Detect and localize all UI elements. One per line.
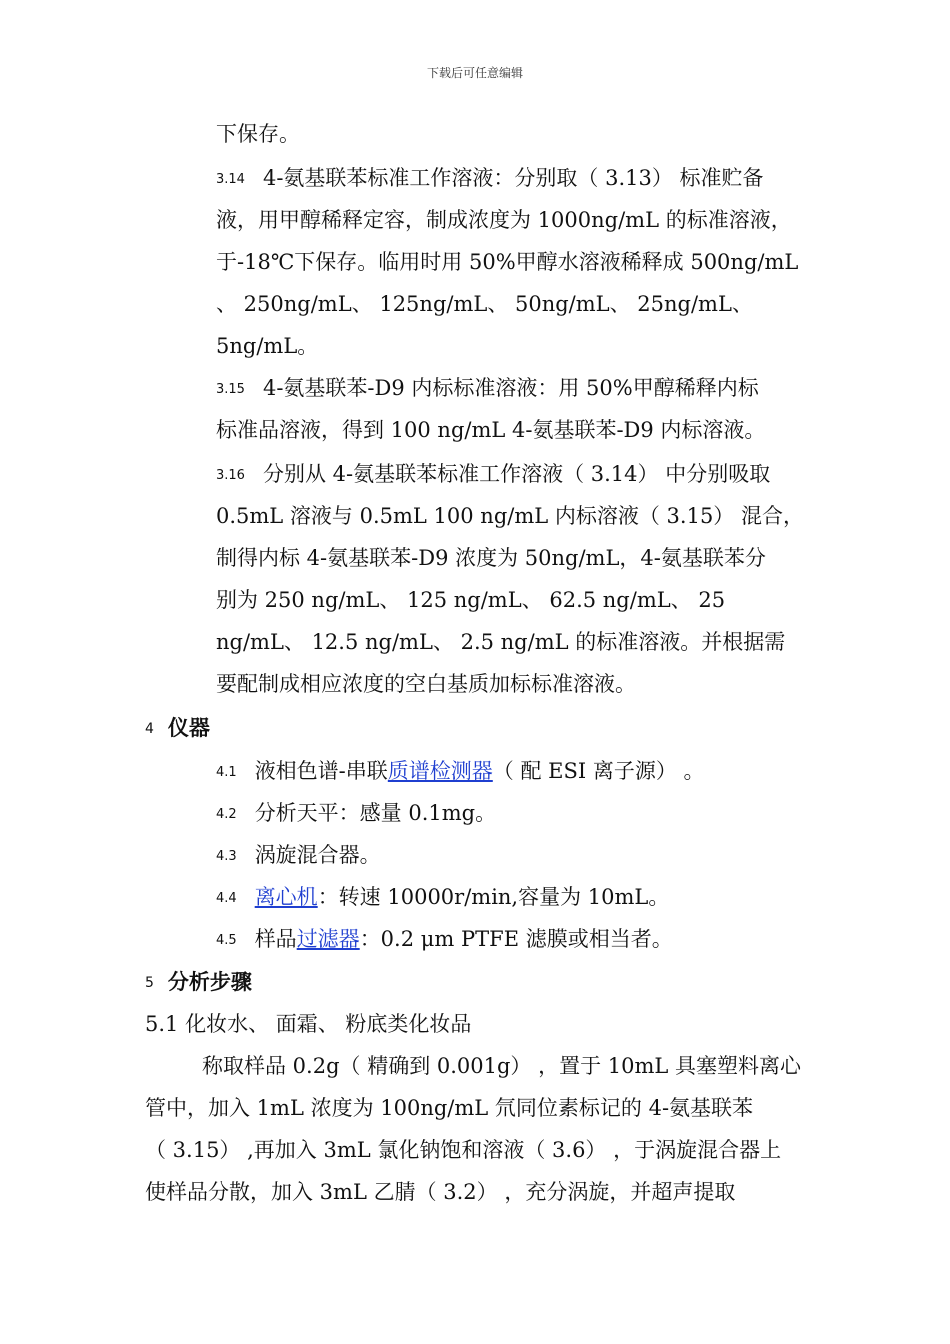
clause-4-4 xyxy=(216,883,669,913)
text-line: 、 250ng/mL、 125ng/mL、 50ng/mL、 25ng/mL、 xyxy=(216,292,753,316)
clause-text: 样品 xyxy=(254,927,297,951)
clause-4-3 xyxy=(216,841,381,871)
clause-number: 4.4 xyxy=(216,891,237,906)
text-line: 5ng/mL。 xyxy=(216,334,319,358)
text-line: 制得内标 4-氨基联苯-D9 浓度为 50ng/mL，4-氨基联苯分 xyxy=(216,546,766,570)
clause-text: 涡旋混合器。 xyxy=(254,843,381,867)
section-heading-4 xyxy=(145,714,210,743)
clause-3-15 xyxy=(216,374,759,404)
clause-number: 4.1 xyxy=(216,765,237,780)
section-title: 仪器 xyxy=(167,716,210,740)
clause-text: 4-氨基联苯-D9 内标标准溶液：用 50%甲醇稀释内标 xyxy=(262,376,759,400)
section-heading-5 xyxy=(145,968,252,997)
section-title: 分析步骤 xyxy=(167,970,252,994)
clause-number: 3.15 xyxy=(216,382,245,397)
text-line: 于-18℃下保存。临用时用 50%甲醇水溶液稀释成 500ng/mL xyxy=(216,250,799,274)
paragraph-line: 使样品分散，加入 3mL 乙腈（ 3.2） ，充分涡旋，并超声提取 xyxy=(145,1180,736,1204)
text-line: 液，用甲醇稀释定容，制成浓度为 1000ng/mL 的标准溶液， xyxy=(216,208,792,232)
text-line: 下保存。 xyxy=(216,122,300,146)
section-number: 4 xyxy=(145,721,154,737)
clause-number: 4.5 xyxy=(216,933,237,948)
clause-text: 4-氨基联苯标准工作溶液：分别取（ 3.13） 标准贮备 xyxy=(262,166,764,190)
clause-text: 液相色谱-串联 xyxy=(254,759,388,783)
clause-number: 4.2 xyxy=(216,807,237,822)
paragraph-line: （ 3.15） ,再加入 3mL 氯化钠饱和溶液（ 3.6） ，于涡旋混合器上 xyxy=(145,1138,782,1162)
text-line: 标准品溶液，得到 100 ng/mL 4-氨基联苯-D9 内标溶液。 xyxy=(216,418,766,442)
paragraph-line: 管中，加入 1mL 浓度为 100ng/mL 氘同位素标记的 4-氨基联苯 xyxy=(145,1096,754,1120)
text-line: 别为 250 ng/mL、 125 ng/mL、 62.5 ng/mL、 25 xyxy=(216,588,726,612)
page-header: 下载后可任意编辑 xyxy=(426,66,523,80)
link-filter[interactable]: 过滤器 xyxy=(296,927,360,951)
section-number: 5 xyxy=(145,975,154,991)
text-line: 0.5mL 溶液与 0.5mL 100 ng/mL 内标溶液（ 3.15） 混合， xyxy=(216,504,804,528)
clause-number: 3.14 xyxy=(216,172,245,187)
paragraph-line: 称取样品 0.2g（ 精确到 0.001g） ，置于 10mL 具塞塑料离心 xyxy=(202,1054,802,1078)
clause-text: 分析天平：感量 0.1mg。 xyxy=(254,801,497,825)
clause-3-16 xyxy=(216,460,770,490)
clause-text: ：转速 10000r/min,容量为 10mL。 xyxy=(317,885,670,909)
clause-text: （ 配 ESI 离子源） 。 xyxy=(492,759,705,783)
subsection-5-1: 5.1 化妆水、 面霜、 粉底类化妆品 xyxy=(145,1012,472,1036)
clause-3-14 xyxy=(216,164,764,194)
clause-number: 3.16 xyxy=(216,468,245,483)
clause-4-5 xyxy=(216,925,673,955)
link-centrifuge[interactable]: 离心机 xyxy=(254,885,318,909)
text-line: 要配制成相应浓度的空白基质加标标准溶液。 xyxy=(216,672,636,696)
clause-number: 4.3 xyxy=(216,849,237,864)
text-line: ng/mL、 12.5 ng/mL、 2.5 ng/mL 的标准溶液。并根据需 xyxy=(216,630,786,654)
clause-4-1 xyxy=(216,757,705,787)
link-mass-detector[interactable]: 质谱检测器 xyxy=(387,759,493,783)
clause-text: ：0.2 μm PTFE 滤膜或相当者。 xyxy=(359,927,673,951)
clause-4-2 xyxy=(216,799,496,829)
clause-text: 分别从 4-氨基联苯标准工作溶液（ 3.14） 中分别吸取 xyxy=(262,462,771,486)
